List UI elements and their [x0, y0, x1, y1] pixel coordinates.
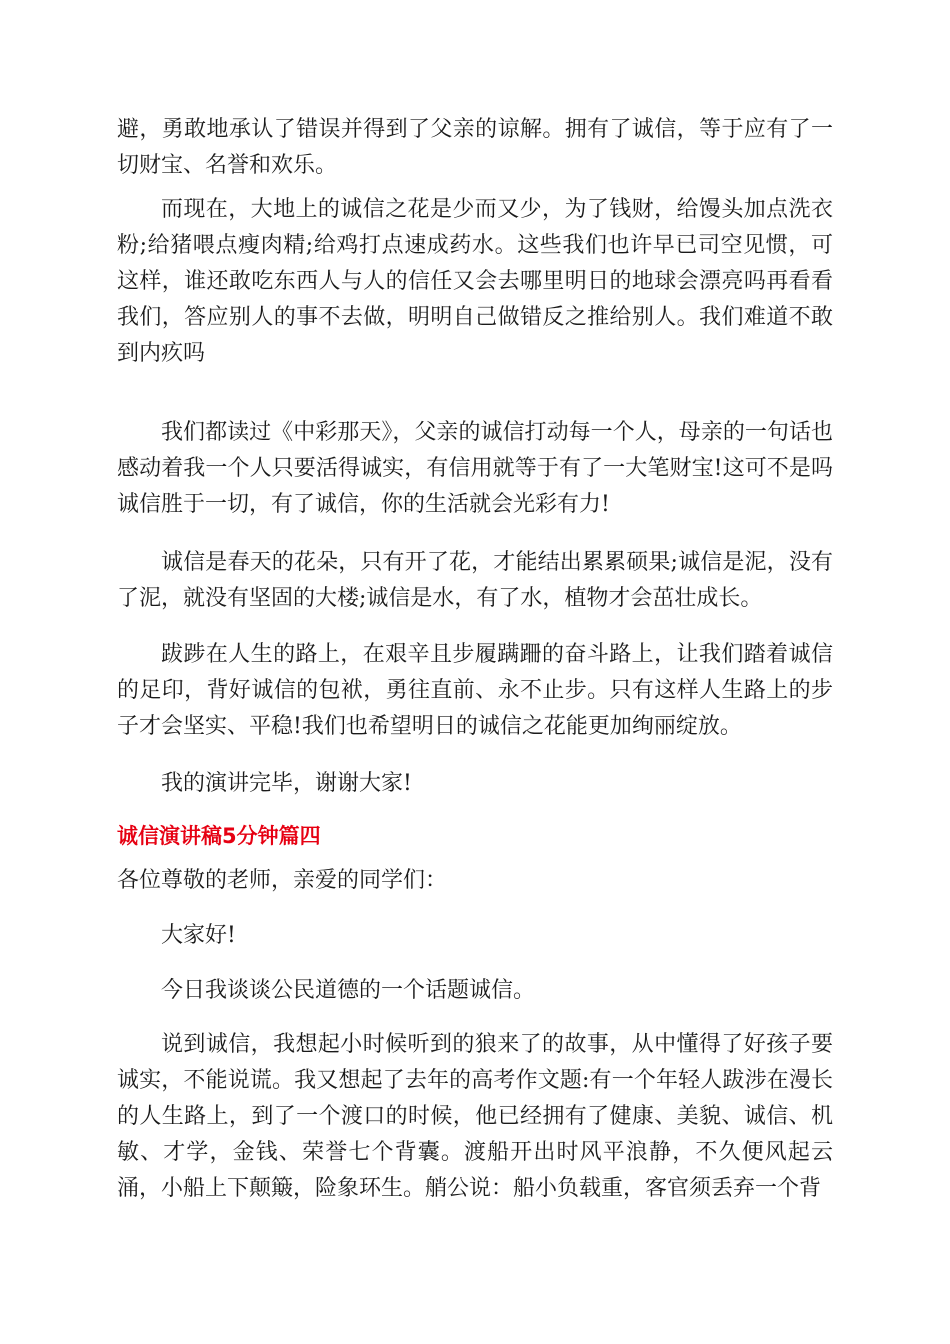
- paragraph-honesty-flower: 而现在，大地上的诚信之花是少而又少，为了钱财，给馒头加点洗衣粉;给猪喂点瘦肉精;给鸡打点速成药水。这些我们也许早已司空见惯，可这样，谁还敢吃东西人与人的信任又会去哪里明日的地球会漂亮吗再看看我们，答应别人的事不去做，明明自己做错反之推给别人。我们难道不敢到内疚吗: [117, 197, 833, 366]
- greeting: 大家好!: [161, 923, 236, 948]
- section-heading: 诚信演讲稿5分钟篇四: [117, 824, 321, 848]
- paragraph-closing: 我的演讲完毕，谢谢大家!: [161, 771, 412, 796]
- paragraph-spring-flower: 诚信是春天的花朵，只有开了花，才能结出累累硕果;诚信是泥，没有了泥，就没有坚固的大楼;诚信是水，有了水，植物才会茁壮成长。: [117, 550, 833, 611]
- topic-intro: 今日我谈谈公民道德的一个话题诚信。: [161, 978, 536, 1003]
- paragraph-lottery-story: 我们都读过《中彩那天》，父亲的诚信打动每一个人，母亲的一句话也感动着我一个人只要活得诚实，有信用就等于有了一大笔财宝!这可不是吗诚信胜于一切，有了诚信，你的生活就会光彩有力!: [117, 420, 833, 517]
- paragraph-wolf-story: 说到诚信，我想起小时候听到的狼来了的故事，从中懂得了好孩子要诚实，不能说谎。我又想起了去年的高考作文题:有一个年轻人跋涉在漫长的人生路上，到了一个渡口的时候，他已经拥有了健康、美貌、诚信、机敏、才学，金钱、荣誉七个背囊。渡船开出时风平浪静，不久便风起云涌，小船上下颠簸，险象环生。艄公说：船小负载重，客官须丢弃一个背: [117, 1032, 833, 1201]
- paragraph-continuation: 避，勇敢地承认了错误并得到了父亲的谅解。拥有了诚信，等于应有了一切财宝、名誉和欢乐。: [117, 117, 833, 178]
- salutation: 各位尊敬的老师，亲爱的同学们：: [117, 868, 448, 893]
- paragraph-life-road: 跋踄在人生的路上，在艰辛且步履蹒跚的奋斗路上，让我们踏着诚信的足印，背好诚信的包袱，勇往直前、永不止步。只有这样人生路上的步子才会坚实、平稳!我们也希望明日的诚信之花能更加绚丽绽放。: [117, 642, 833, 739]
